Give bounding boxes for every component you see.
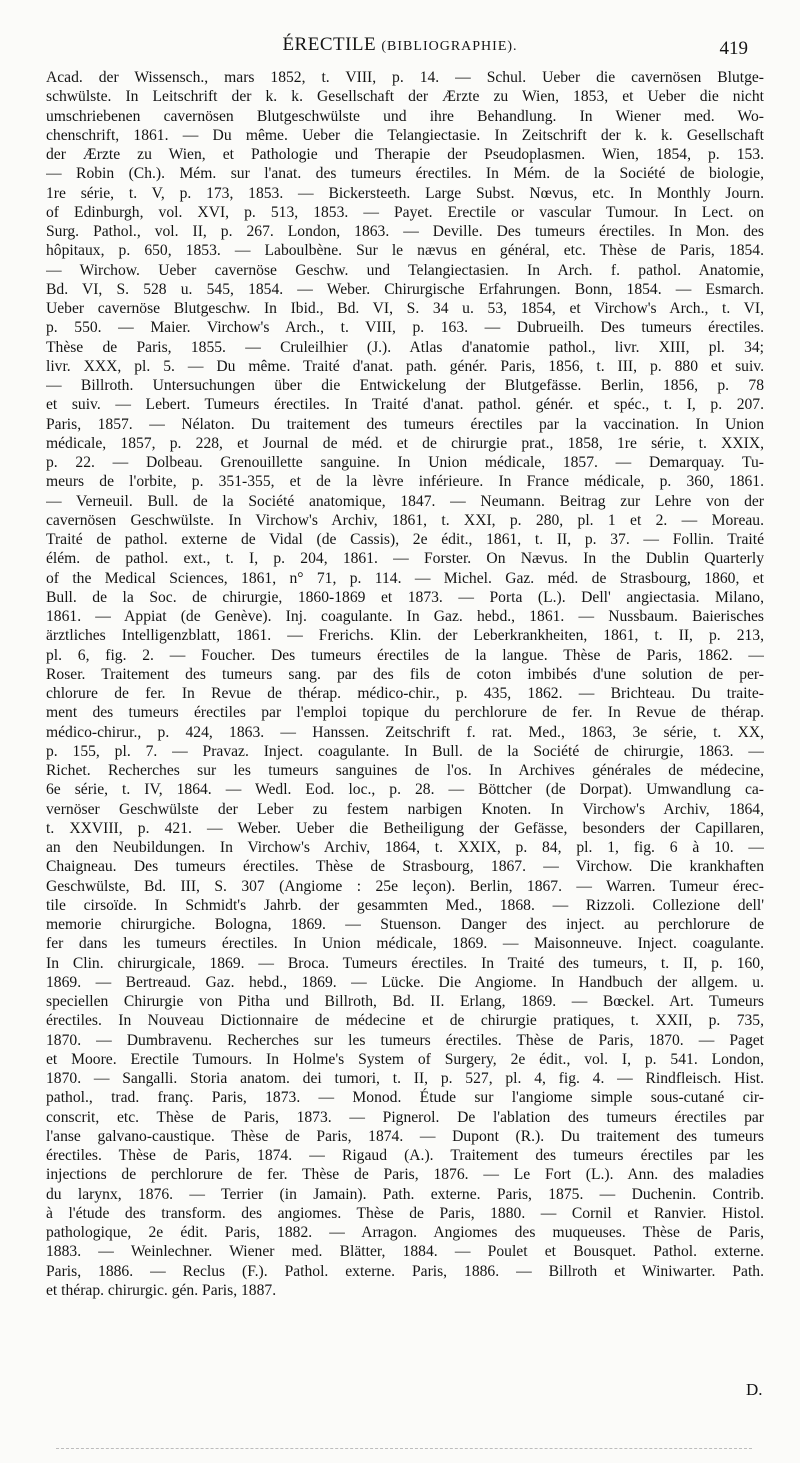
- text-line: t. XXVIII, p. 421. — Weber. Ueber die Betheiligung der Gefässe, besonders der Capillaren,: [46, 819, 764, 837]
- running-header: [40, 30, 760, 62]
- text-line: médicale, 1857, p. 228, et Journal de méd. et de chirurgie prat., 1858, 1re série, t. XXIX,: [46, 434, 764, 452]
- text-line: 1861. — Appiat (de Genève). Inj. coagulante. In Gaz. hebd., 1861. — Nussbaum. Baierisches: [46, 608, 764, 625]
- text-line: Thèse de Paris, 1855. — Cruleilhier (J.). Atlas d'anatomie pathol., livr. XIII, pl. 34;: [46, 338, 764, 356]
- text-line: 6e série, t. IV, 1864. — Wedl. Eod. loc., p. 28. — Böttcher (de Dorpat). Umwandlung ca-: [46, 781, 764, 799]
- text-line: p. 22. — Dolbeau. Grenouillette sanguine. In Union médicale, 1857. — Demarquay. Tu-: [46, 454, 764, 471]
- text-line: chenschrift, 1861. — Du même. Ueber die Telangiectasie. In Zeitschrift der k. k. Gesellschaft: [46, 126, 764, 144]
- text-line: — Verneuil. Bull. de la Société anatomique, 1847. — Neumann. Beitrag zur Lehre von der: [46, 492, 764, 510]
- text-line: et suiv. — Lebert. Tumeurs érectiles. In Traité d'anat. pathol. génér. et spéc., t. I, p. 207.: [46, 396, 764, 414]
- text-line: — Billroth. Untersuchungen über die Entwickelung der Blutgefässe. Berlin, 1856, p. 78: [46, 377, 764, 394]
- text-line: Bd. VI, S. 528 u. 545, 1854. — Weber. Chirurgische Erfahrungen. Bonn, 1854. — Esmarch.: [46, 280, 764, 298]
- text-line: conscrit, etc. Thèse de Paris, 1873. — Pignerol. De l'ablation des tumeurs érectiles par: [46, 1108, 764, 1126]
- text-line: Bull. de la Soc. de chirurgie, 1860-1869 et 1873. — Porta (L.). Dell' angiectasia. Milano,: [46, 588, 764, 606]
- text-line: pathol., trad. franç. Paris, 1873. — Monod. Étude sur l'angiome simple sous-cutané cir-: [46, 1089, 764, 1107]
- text-line: pl. 6, fig. 2. — Foucher. Des tumeurs érectiles de la langue. Thèse de Paris, 1862. —: [46, 646, 764, 664]
- text-line: médico-chirur., p. 424, 1863. — Hanssen. Zeitschrift f. rat. Med., 1863, 3e série, t. XX,: [46, 723, 764, 741]
- text-line: Paris, 1886. — Reclus (F.). Pathol. externe. Paris, 1886. — Billroth et Winiwarter. Path.: [46, 1262, 764, 1280]
- text-line: ärztliches Intelligenzblatt, 1861. — Frerichs. Klin. der Leberkrankheiten, 1861, t. II, p. 213,: [46, 627, 764, 645]
- text-line: In Clin. chirurgicale, 1869. — Broca. Tumeurs érectiles. In Traité des tumeurs, t. II, p. 160,: [46, 954, 764, 972]
- text-line: vernöser Geschwülste der Leber zu festem narbigen Knoten. In Virchow's Archiv, 1864,: [46, 800, 764, 818]
- text-line: cavernösen Geschwülste. In Virchow's Archiv, 1861, t. XXI, p. 280, pl. 1 et 2. — Moreau.: [46, 511, 764, 529]
- text-line: 1re série, t. V, p. 173, 1853. — Bickersteeth. Large Subst. Nœvus, etc. In Monthly Journ.: [46, 184, 764, 202]
- text-line: érectiles. In Nouveau Dictionnaire de médecine et de chirurgie pratiques, t. XXII, p. 735,: [46, 1012, 764, 1030]
- text-line: tile cirsoïde. In Schmidt's Jahrb. der gesammten Med., 1868. — Rizzoli. Collezione dell': [46, 896, 764, 914]
- text-line: an den Neubildungen. In Virchow's Archiv, 1864, t. XXIX, p. 84, pl. 1, fig. 6 à 10. —: [46, 839, 764, 856]
- header-title: ÉRECTILE: [282, 34, 377, 55]
- text-line: 1883. — Weinlechner. Wiener med. Blätter, 1884. — Poulet et Bousquet. Pathol. externe.: [46, 1243, 764, 1261]
- text-line: et Moore. Erectile Tumours. In Holme's System of Surgery, 2e édit., vol. I, p. 541. London,: [46, 1050, 764, 1068]
- text-line: of Edinburgh, vol. XVI, p. 513, 1853. — Payet. Erectile or vascular Tumour. In Lect. on: [46, 203, 764, 221]
- text-line: Traité de pathol. externe de Vidal (de Cassis), 2e édit., 1861, t. II, p. 37. — Follin. Traité: [46, 531, 764, 548]
- text-line: Acad. der Wissensch., mars 1852, t. VIII, p. 14. — Schul. Ueber die cavernösen Blutge-: [46, 69, 764, 86]
- text-line: élém. de pathol. ext., t. I, p. 204, 1861. — Forster. On Nævus. In the Dublin Quarterly: [46, 550, 764, 568]
- text-line: schwülste. In Leitschrift der k. k. Gesellschaft der Ærzte zu Wien, 1853, et Ueber die nicht: [46, 88, 764, 106]
- text-line: Geschwülste, Bd. III, S. 307 (Angiome : 25e leçon). Berlin, 1867. — Warren. Tumeur érec-: [46, 877, 764, 895]
- text-line: — Wirchow. Ueber cavernöse Geschw. und Telangiectasien. In Arch. f. pathol. Anatomie,: [46, 261, 764, 279]
- text-line: p. 155, pl. 7. — Pravaz. Inject. coagulante. In Bull. de la Société de chirurgie, 1863. —: [46, 742, 764, 760]
- running-title: [40, 34, 760, 56]
- text-line: érectiles. Thèse de Paris, 1874. — Rigaud (A.). Traitement des tumeurs érectiles par les: [46, 1147, 764, 1164]
- text-line: meurs de l'orbite, p. 351-355, et de la lèvre inférieure. In France médicale, p. 360, 1861.: [46, 473, 764, 491]
- bottom-rule: [56, 1448, 752, 1449]
- text-line: chlorure de fer. In Revue de thérap. médico-chir., p. 435, 1862. — Brichteau. Du traite-: [46, 685, 764, 702]
- text-line: speciellen Chirurgie von Pitha und Billroth, Bd. II. Erlang, 1869. — Bœckel. Art. Tumeurs: [46, 993, 764, 1010]
- text-line: umschriebenen cavernösen Blutgeschwülste und ihre Behandlung. In Wiener med. Wo-: [46, 107, 764, 125]
- text-line: Roser. Traitement des tumeurs sang. par des fils de coton imbibés d'une solution de per-: [46, 665, 764, 683]
- text-line: of the Medical Sciences, 1861, n° 71, p. 114. — Michel. Gaz. méd. de Strasbourg, 1860, et: [46, 569, 764, 587]
- page-number: 419: [719, 38, 748, 59]
- header-subtitle: (BIBLIOGRAPHIE).: [381, 39, 518, 54]
- text-line: 1870. — Sangalli. Storia anatom. dei tumori, t. II, p. 527, pl. 4, fig. 4. — Rindfleisch. Hist.: [46, 1070, 764, 1087]
- text-line: 1869. — Bertreaud. Gaz. hebd., 1869. — Lücke. Die Angiome. In Handbuch der allgem. u.: [46, 973, 764, 991]
- text-line: Paris, 1857. — Nélaton. Du traitement des tumeurs érectiles par la vaccination. In Union: [46, 415, 764, 433]
- text-line: hôpitaux, p. 650, 1853. — Laboulbène. Sur le nævus en général, etc. Thèse de Paris, 1854.: [46, 242, 764, 260]
- text-line: pathologique, 2e édit. Paris, 1882. — Arragon. Angiomes des muqueuses. Thèse de Paris,: [46, 1224, 764, 1241]
- text-line: et thérap. chirurgic. gén. Paris, 1887.: [46, 1281, 277, 1299]
- text-line: — Robin (Ch.). Mém. sur l'anat. des tumeurs érectiles. In Mém. de la Société de biologie,: [46, 165, 764, 183]
- text-line: Ueber cavernöse Blutgeschw. In Ibid., Bd. VI, S. 34 u. 53, 1854, et Virchow's Arch., t. VI,: [46, 300, 764, 317]
- text-line: der Ærzte zu Wien, et Pathologie und Therapie der Pseudoplasmen. Wien, 1854, p. 153.: [46, 146, 764, 163]
- bibliography-text: [46, 68, 764, 1300]
- text-line: injections de perchlorure de fer. Thèse de Paris, 1876. — Le Fort (L.). Ann. des maladies: [46, 1166, 764, 1184]
- text-line: Chaigneau. Des tumeurs érectiles. Thèse de Strasbourg, 1867. — Virchow. Die krankhaften: [46, 858, 764, 876]
- text-line: memorie chirurgiche. Bologna, 1869. — Stuenson. Danger des inject. au perchlorure de: [46, 916, 764, 933]
- text-line: p. 550. — Maier. Virchow's Arch., t. VIII, p. 163. — Dubrueilh. Des tumeurs érectiles.: [46, 319, 764, 337]
- text-line: livr. XXX, pl. 5. — Du même. Traité d'anat. path. génér. Paris, 1856, t. III, p. 880 et suiv.: [46, 357, 764, 375]
- author-signature: D.: [746, 1380, 763, 1399]
- text-line: fer dans les tumeurs érectiles. In Union médicale, 1869. — Maisonneuve. Inject. coagulante.: [46, 935, 764, 953]
- text-line: ment des tumeurs érectiles par l'emploi topique du perchlorure de fer. In Revue de thérap.: [46, 704, 764, 722]
- text-line: à l'étude des transform. des angiomes. Thèse de Paris, 1880. — Cornil et Ranvier. Histol.: [46, 1204, 764, 1222]
- text-line: Surg. Pathol., vol. II, p. 267. London, 1863. — Deville. Des tumeurs érectiles. In Mon. des: [46, 223, 764, 240]
- text-line: 1870. — Dumbravenu. Recherches sur les tumeurs érectiles. Thèse de Paris, 1870. — Paget: [46, 1031, 764, 1049]
- text-line: Richet. Recherches sur les tumeurs sanguines de l'os. In Archives générales de médecine,: [46, 762, 764, 779]
- text-line: du larynx, 1876. — Terrier (in Jamain). Path. externe. Paris, 1875. — Duchenin. Contrib.: [46, 1185, 764, 1203]
- text-line: l'anse galvano-caustique. Thèse de Paris, 1874. — Dupont (R.). Du traitement des tumeurs: [46, 1127, 764, 1145]
